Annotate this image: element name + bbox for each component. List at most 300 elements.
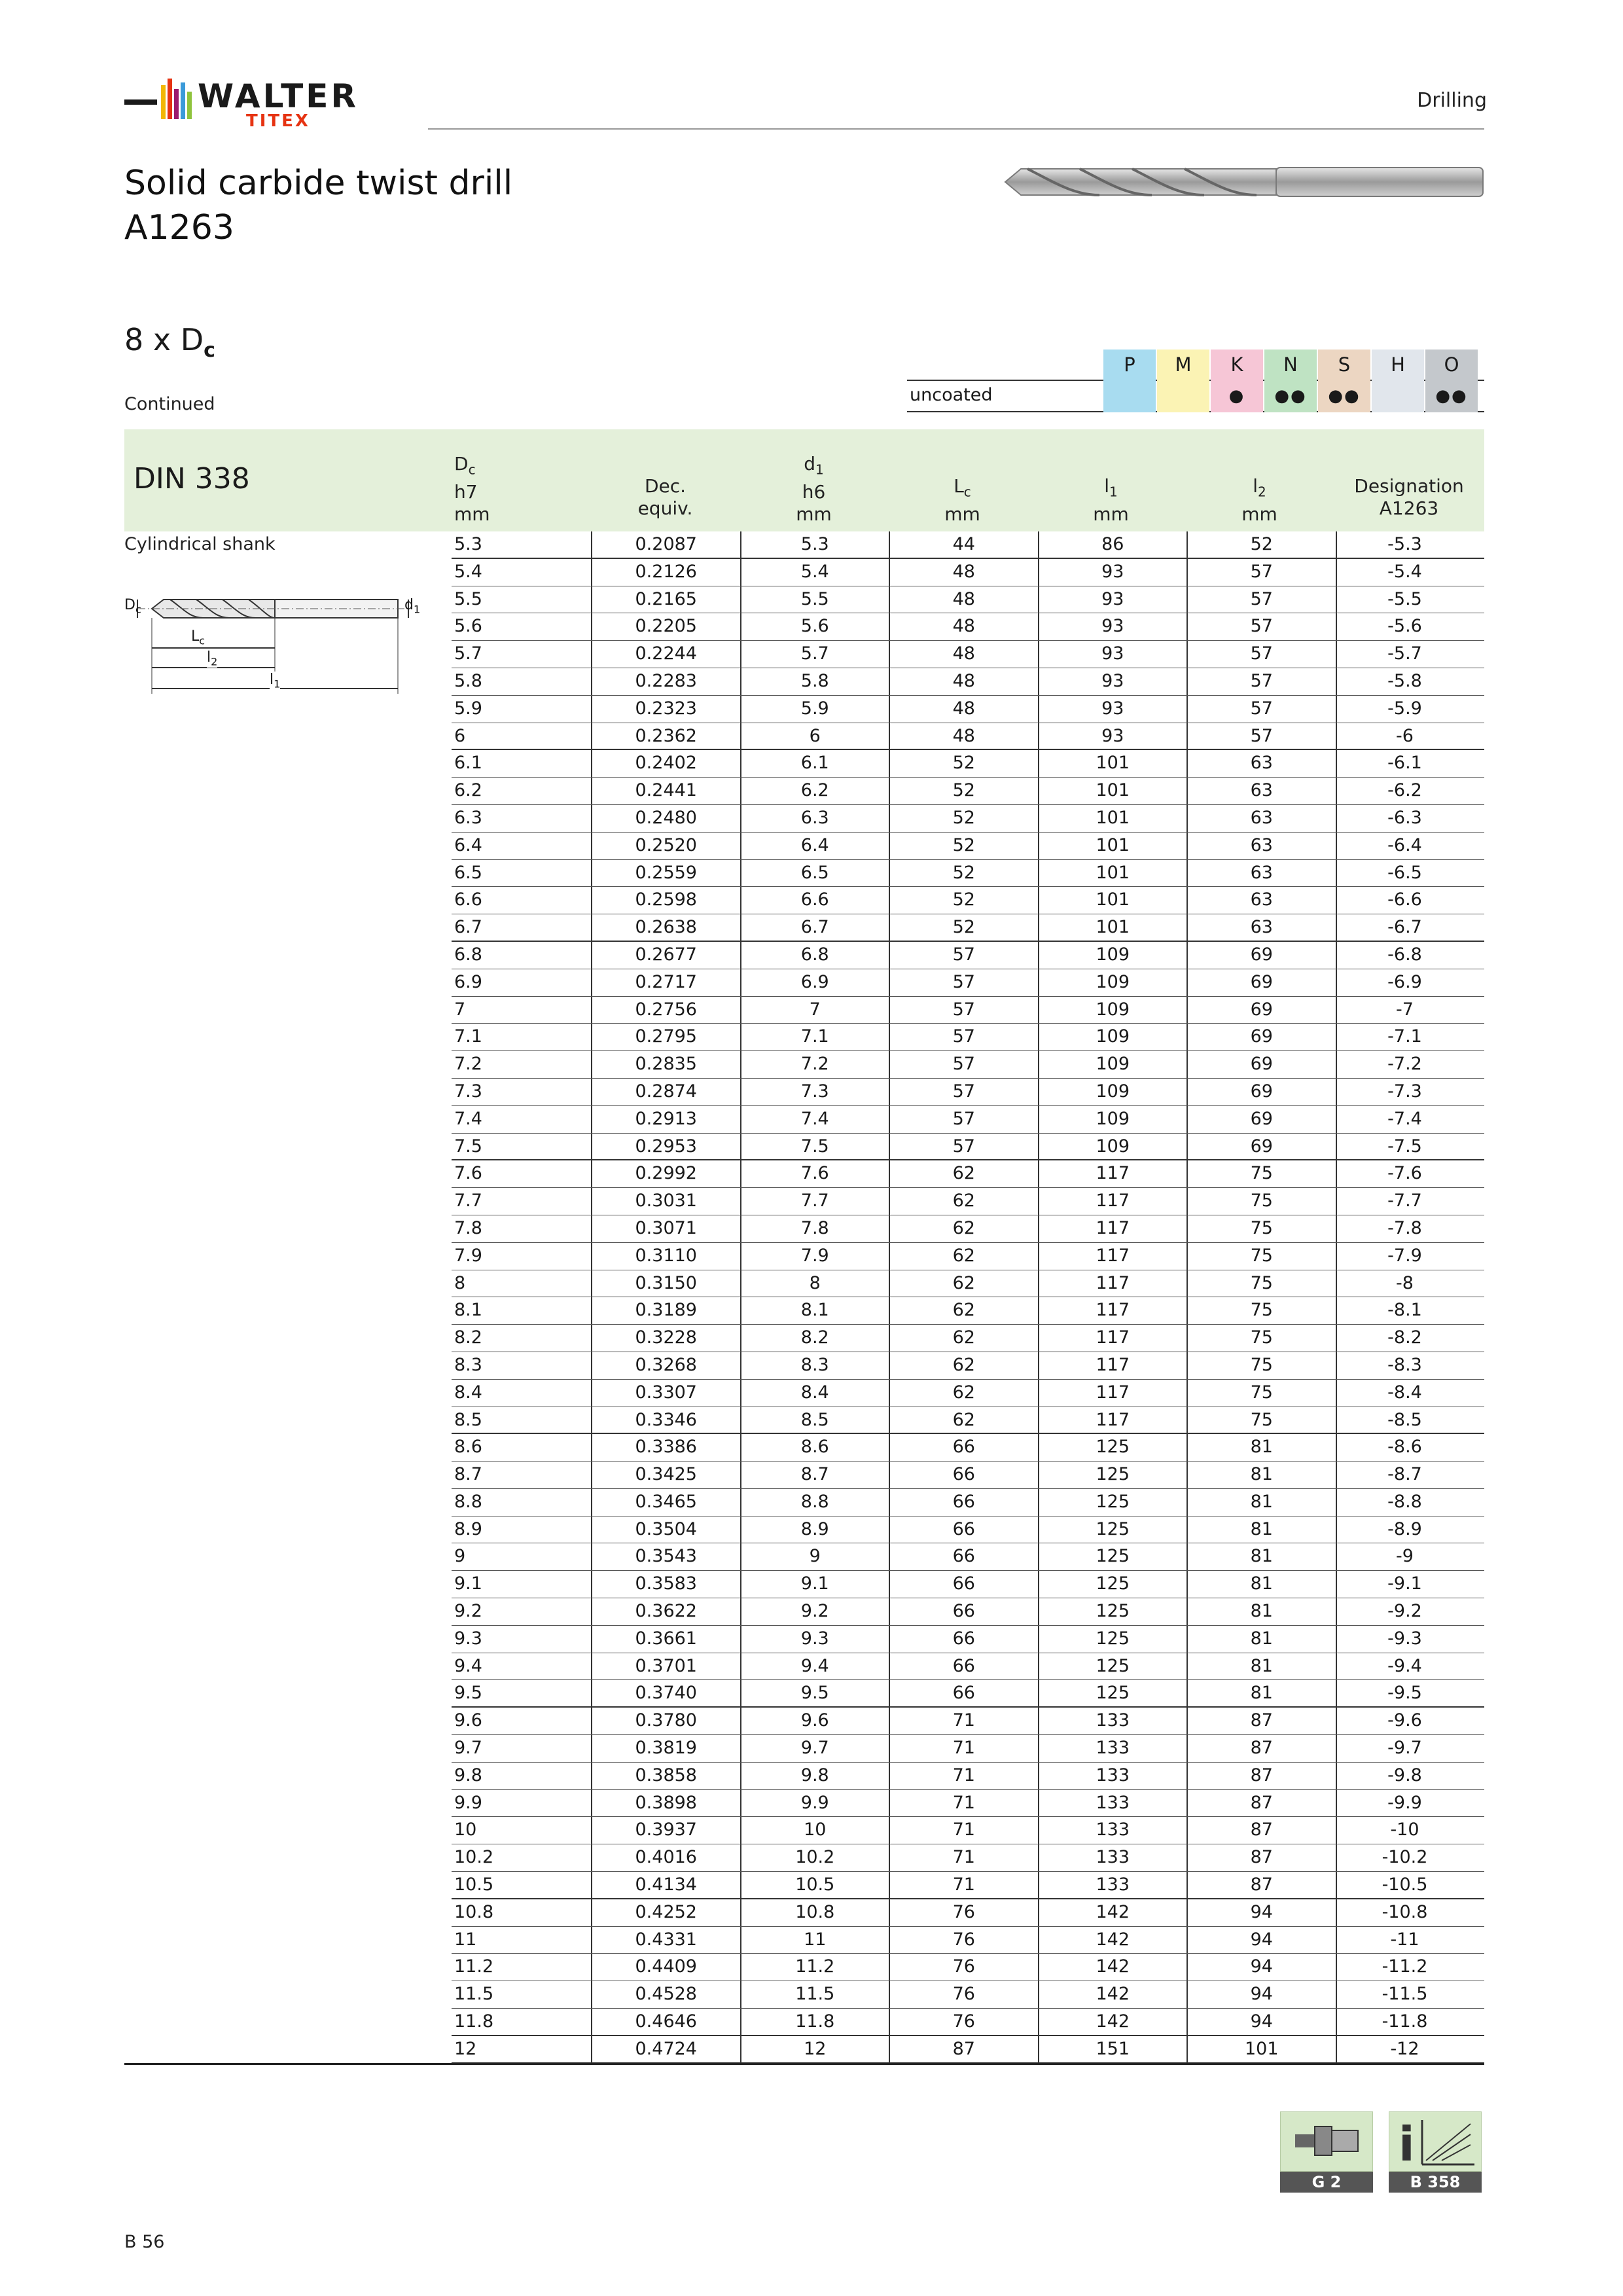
table-cell: 76 [889,2009,1038,2035]
table-cell: 62 [889,1243,1038,1270]
table-cell: 117 [1038,1215,1187,1242]
table-cell: 57 [1186,668,1336,695]
table-row [452,1270,1484,1298]
table-cell: 7.9 [740,1243,889,1270]
table-cell: 0.3150 [591,1270,740,1297]
material-label: M [1157,350,1209,380]
table-cell: 12 [740,2036,889,2062]
table-cell: 81 [1186,1653,1336,1680]
table-row [452,1817,1484,1844]
table-cell: -12 [1336,2036,1473,2062]
table-row [452,887,1484,914]
table-cell: 8.8 [740,1489,889,1516]
table-cell: -9 [1336,1543,1473,1570]
table-cell: 125 [1038,1434,1187,1461]
table-cell: 9.9 [740,1790,889,1817]
table-row [452,2009,1484,2036]
table-cell: 76 [889,1899,1038,1926]
table-cell: 109 [1038,942,1187,969]
table-cell: 69 [1186,1106,1336,1133]
header-dc-unit: mm [454,503,490,525]
table-cell: 9.6 [454,1710,482,1731]
table-cell: 44 [889,531,1038,558]
table-cell: 6.4 [454,834,482,855]
table-cell: 10 [454,1820,477,1840]
table-cell: 133 [1038,1817,1187,1844]
table-cell: 57 [1186,723,1336,749]
table-cell: 125 [1038,1516,1187,1543]
table-cell: 57 [1186,613,1336,640]
table-cell: 101 [1038,750,1187,777]
table-cell: 6.9 [740,969,889,996]
table-cell: 101 [1038,860,1187,887]
table-cell: -7.9 [1336,1243,1473,1270]
material-rating: ●● [1264,380,1317,412]
table-cell: -5.6 [1336,613,1473,640]
table-cell: 57 [889,942,1038,969]
header-lc-unit: mm [944,503,980,525]
table-cell: 5.5 [740,586,889,613]
table-cell: 7 [740,997,889,1024]
table-cell: -7.6 [1336,1160,1473,1187]
table-cell: 0.2677 [591,942,740,969]
table-cell: 57 [1186,559,1336,586]
table-row [452,1844,1484,1872]
table-cell: -5.5 [1336,586,1473,613]
table-cell: 6.6 [740,887,889,914]
material-rating [1103,380,1156,412]
table-cell: 48 [889,586,1038,613]
header-lc-symbol: $L_c$ [954,475,971,500]
table-cell: 5.7 [454,643,482,664]
table-cell: 8.1 [454,1300,482,1321]
table-cell: 71 [889,1763,1038,1789]
table-cell: 10.2 [740,1844,889,1871]
table-cell: 0.4331 [591,1927,740,1954]
table-cell: 6 [740,723,889,749]
table-row [452,805,1484,833]
table-row [452,914,1484,942]
table-cell: 8.9 [454,1518,482,1539]
table-cell: 8.1 [740,1297,889,1324]
table-cell: 9.2 [740,1598,889,1625]
table-row [452,1516,1484,1544]
table-cell: 52 [889,833,1038,859]
table-cell: 76 [889,1981,1038,2008]
table-cell: 133 [1038,1872,1187,1898]
table-cell: 142 [1038,1927,1187,1954]
table-cell: 87 [1186,1817,1336,1844]
table-bottom-rule [124,2063,1484,2065]
table-row [452,1489,1484,1516]
table-cell: 0.3819 [591,1735,740,1762]
table-cell: -7.8 [1336,1215,1473,1242]
table-cell: 8.4 [740,1380,889,1407]
badge-b358[interactable] [1389,2111,1482,2193]
table-cell: 48 [889,668,1038,695]
table-row [452,1380,1484,1407]
table-cell: 0.3622 [591,1598,740,1625]
table-cell: -5.9 [1336,696,1473,723]
table-cell: 10.5 [740,1872,889,1898]
table-cell: 8.7 [740,1462,889,1488]
table-cell: 5.4 [740,559,889,586]
table-cell: -7.3 [1336,1079,1473,1105]
header-lc [888,475,1037,526]
table-cell: 11.8 [740,2009,889,2035]
table-cell: 7.1 [740,1024,889,1050]
table-cell: 8.8 [454,1491,482,1512]
table-cell: 0.3189 [591,1297,740,1324]
header-d1-tol: h6 [802,480,826,503]
table-cell: 7 [454,999,466,1020]
table-cell: 93 [1038,641,1187,668]
material-rating: ●● [1425,380,1478,412]
brand-logo [124,60,406,132]
table-cell: 0.2559 [591,860,740,887]
table-cell: 57 [889,997,1038,1024]
table-cell: 75 [1186,1270,1336,1297]
table-cell: -7.2 [1336,1051,1473,1078]
table-cell: 0.2520 [591,833,740,859]
table-cell: 81 [1186,1543,1336,1570]
table-cell: 0.2953 [591,1134,740,1160]
table-cell: 0.2598 [591,887,740,914]
page-number: B 56 [124,2232,165,2252]
table-cell: 69 [1186,1134,1336,1160]
table-cell: -9.7 [1336,1735,1473,1762]
table-cell: 9 [454,1546,466,1567]
table-cell: 10.5 [454,1874,494,1895]
table-cell: 66 [889,1571,1038,1598]
table-row [452,559,1484,586]
table-cell: 0.3071 [591,1215,740,1242]
table-cell: 81 [1186,1626,1336,1653]
table-cell: 109 [1038,1134,1187,1160]
table-cell: 0.3780 [591,1708,740,1734]
table-cell: 94 [1186,1899,1336,1926]
table-cell: -6.3 [1336,805,1473,832]
table-cell: -8.5 [1336,1407,1473,1433]
diagram-lc-label: $L_c$ [191,628,205,647]
table-cell: 101 [1038,833,1187,859]
table-row [452,1079,1484,1106]
table-row [452,586,1484,614]
product-title-line1: Solid carbide twist drill [124,164,513,203]
table-cell: 6.6 [454,889,482,910]
table-cell: 151 [1038,2036,1187,2062]
table-cell: -7.5 [1336,1134,1473,1160]
header-dc-symbol: $D_c$ [454,453,476,478]
table-cell: 94 [1186,1927,1336,1954]
table-cell: 5.3 [740,531,889,558]
table-cell: 6.1 [740,750,889,777]
material-column-n [1264,350,1317,412]
table-cell: 9.8 [454,1765,482,1785]
table-cell: 69 [1186,942,1336,969]
table-cell: 8.5 [454,1409,482,1430]
table-cell: 109 [1038,997,1187,1024]
table-cell: 9.5 [740,1680,889,1706]
table-cell: 62 [889,1270,1038,1297]
table-cell: 0.2362 [591,723,740,749]
table-cell: 66 [889,1598,1038,1625]
tool-holder-icon [1280,2111,1373,2172]
table-cell: 0.2402 [591,750,740,777]
table-cell: 66 [889,1626,1038,1653]
table-cell: 76 [889,1927,1038,1954]
table-cell: 87 [1186,1790,1336,1817]
svg-text:i: i [1399,2117,1415,2170]
table-cell: 48 [889,559,1038,586]
table-cell: 57 [889,1106,1038,1133]
table-cell: -9.3 [1336,1626,1473,1653]
badge-g2-label: G 2 [1280,2172,1373,2193]
table-cell: 11 [454,1929,477,1950]
table-cell: -9.9 [1336,1790,1473,1817]
table-cell: -8 [1336,1270,1473,1297]
table-cell: -5.3 [1336,531,1473,558]
header-designation-line1: Designation [1354,475,1464,497]
table-cell: 87 [1186,1763,1336,1789]
table-cell: 6.7 [454,917,482,938]
table-cell: 62 [889,1380,1038,1407]
table-cell: 62 [889,1407,1038,1433]
table-cell: 117 [1038,1160,1187,1187]
table-row [452,860,1484,888]
table-cell: 62 [889,1215,1038,1242]
table-cell: 0.4409 [591,1954,740,1981]
table-cell: 0.3425 [591,1462,740,1488]
table-cell: 0.3740 [591,1680,740,1706]
table-cell: 10.8 [740,1899,889,1926]
table-cell: 0.2126 [591,559,740,586]
table-cell: 6.2 [740,778,889,804]
header-l1 [1037,475,1185,526]
table-cell: 9.5 [454,1683,482,1704]
table-cell: -6 [1336,723,1473,749]
table-cell: 5.8 [740,668,889,695]
table-cell: 66 [889,1489,1038,1516]
table-cell: 66 [889,1680,1038,1706]
table-cell: 66 [889,1516,1038,1543]
table-row [452,1954,1484,1981]
table-cell: 5.6 [740,613,889,640]
table-row [452,1297,1484,1325]
table-cell: 0.3268 [591,1352,740,1379]
table-cell: 7.5 [454,1136,482,1157]
table-cell: 81 [1186,1680,1336,1706]
table-cell: 9.3 [740,1626,889,1653]
table-cell: 57 [1186,586,1336,613]
table-cell: 69 [1186,1024,1336,1050]
table-cell: 0.3228 [591,1325,740,1352]
table-cell: 63 [1186,750,1336,777]
material-label: H [1372,350,1424,380]
badge-b358-label: B 358 [1389,2172,1482,2193]
table-cell: 109 [1038,1079,1187,1105]
table-row [452,1708,1484,1735]
table-cell: 6.5 [454,862,482,883]
table-cell: 0.3543 [591,1543,740,1570]
table-cell: 133 [1038,1844,1187,1871]
table-cell: 94 [1186,2009,1336,2035]
material-label: S [1318,350,1370,380]
table-row [452,1735,1484,1763]
table-cell: 75 [1186,1352,1336,1379]
table-cell: 5.9 [454,698,482,719]
section-label: Drilling [1417,89,1487,112]
table-cell: 101 [1038,778,1187,804]
table-cell: 7.6 [740,1160,889,1187]
table-cell: 101 [1038,805,1187,832]
table-cell: -9.4 [1336,1653,1473,1680]
table-cell: 75 [1186,1407,1336,1433]
table-row [452,668,1484,696]
material-column-o [1425,350,1478,412]
drill-image-graphic [1001,162,1486,202]
header-dc [452,453,594,526]
table-cell: 7.7 [740,1188,889,1215]
table-cell: 94 [1186,1954,1336,1981]
table-cell: 8 [740,1270,889,1297]
table-cell: 71 [889,1790,1038,1817]
table-cell: 125 [1038,1462,1187,1488]
table-row [452,1024,1484,1051]
table-cell: 66 [889,1653,1038,1680]
table-row [452,641,1484,668]
table-cell: 62 [889,1160,1038,1187]
table-cell: 63 [1186,860,1336,887]
table-cell: 109 [1038,1024,1187,1050]
table-cell: 11.2 [740,1954,889,1981]
table-cell: 48 [889,696,1038,723]
table-cell: 0.3937 [591,1817,740,1844]
table-cell: 57 [1186,641,1336,668]
table-cell: 57 [1186,696,1336,723]
badge-g2[interactable] [1280,2111,1373,2193]
header-d1-unit: mm [796,503,832,525]
table-cell: 75 [1186,1243,1336,1270]
material-label: N [1264,350,1317,380]
table-cell: 8 [454,1272,466,1293]
table-row [452,1407,1484,1435]
table-row [452,723,1484,751]
table-cell: 66 [889,1462,1038,1488]
drill-image [1001,162,1486,202]
table-cell: 101 [1038,887,1187,914]
table-cell: 142 [1038,2009,1187,2035]
table-row [452,613,1484,641]
table-cell: -8.1 [1336,1297,1473,1324]
table-cell: 0.3465 [591,1489,740,1516]
table-cell: 0.4016 [591,1844,740,1871]
table-cell: 5.5 [454,588,482,609]
standard-label: DIN 338 [134,462,250,495]
table-row [452,1680,1484,1708]
table-row [452,1571,1484,1598]
table-cell: 5.8 [454,670,482,691]
table-cell: 57 [889,969,1038,996]
diagram-d1-label: $d_1$ [404,597,421,616]
table-cell: 117 [1038,1297,1187,1324]
table-cell: 7.9 [454,1245,482,1266]
material-column-m [1157,350,1209,412]
table-cell: 7.3 [740,1079,889,1105]
table-cell: 71 [889,1735,1038,1762]
table-cell: 69 [1186,1079,1336,1105]
material-label: O [1425,350,1478,380]
table-cell: 11.8 [454,2011,494,2032]
table-row [452,778,1484,805]
table-cell: 101 [1038,914,1187,941]
table-cell: -9.8 [1336,1763,1473,1789]
table-row [452,1981,1484,2009]
table-cell: 93 [1038,613,1187,640]
table-cell: 57 [889,1051,1038,1078]
table-cell: 81 [1186,1434,1336,1461]
table-cell: 57 [889,1079,1038,1105]
material-rating [1157,380,1209,412]
table-cell: 0.3858 [591,1763,740,1789]
table-row [452,1106,1484,1134]
table-cell: 52 [889,860,1038,887]
table-row [452,1899,1484,1927]
table-cell: 6.3 [454,807,482,828]
continued-label: Continued [124,394,215,414]
material-column-p [1103,350,1156,412]
table-cell: 81 [1186,1598,1336,1625]
table-cell: -11 [1336,1927,1473,1954]
table-cell: 117 [1038,1407,1187,1433]
table-cell: 75 [1186,1297,1336,1324]
table-row [452,1790,1484,1818]
table-cell: 81 [1186,1516,1336,1543]
table-cell: 7.5 [740,1134,889,1160]
table-cell: 0.2323 [591,696,740,723]
table-cell: 0.3583 [591,1571,740,1598]
table-cell: 12 [454,2038,477,2059]
table-cell: -11.5 [1336,1981,1473,2008]
header-designation-line2: A1263 [1379,497,1439,519]
table-cell: 0.2992 [591,1160,740,1187]
table-cell: 101 [1186,2036,1336,2062]
table-cell: 81 [1186,1462,1336,1488]
table-cell: 133 [1038,1763,1187,1789]
table-cell: 93 [1038,586,1187,613]
table-cell: 0.3307 [591,1380,740,1407]
drill-dimension-diagram [124,576,425,707]
table-cell: 52 [889,887,1038,914]
table-cell: 6.8 [454,944,482,965]
table-cell: 5.4 [454,561,482,582]
table-cell: 0.2283 [591,668,740,695]
table-row [452,2036,1484,2064]
header-l1-unit: mm [1093,503,1129,525]
table-cell: 63 [1186,887,1336,914]
table-cell: 7.8 [454,1217,482,1238]
table-row [452,1051,1484,1079]
table-row [452,1134,1484,1161]
header-d1 [740,453,888,526]
table-cell: 125 [1038,1543,1187,1570]
table-cell: -11.8 [1336,2009,1473,2035]
table-cell: 9.6 [740,1708,889,1734]
table-cell: -6.4 [1336,833,1473,859]
table-cell: 9.4 [454,1655,482,1676]
table-row [452,1763,1484,1790]
table-cell: 117 [1038,1243,1187,1270]
